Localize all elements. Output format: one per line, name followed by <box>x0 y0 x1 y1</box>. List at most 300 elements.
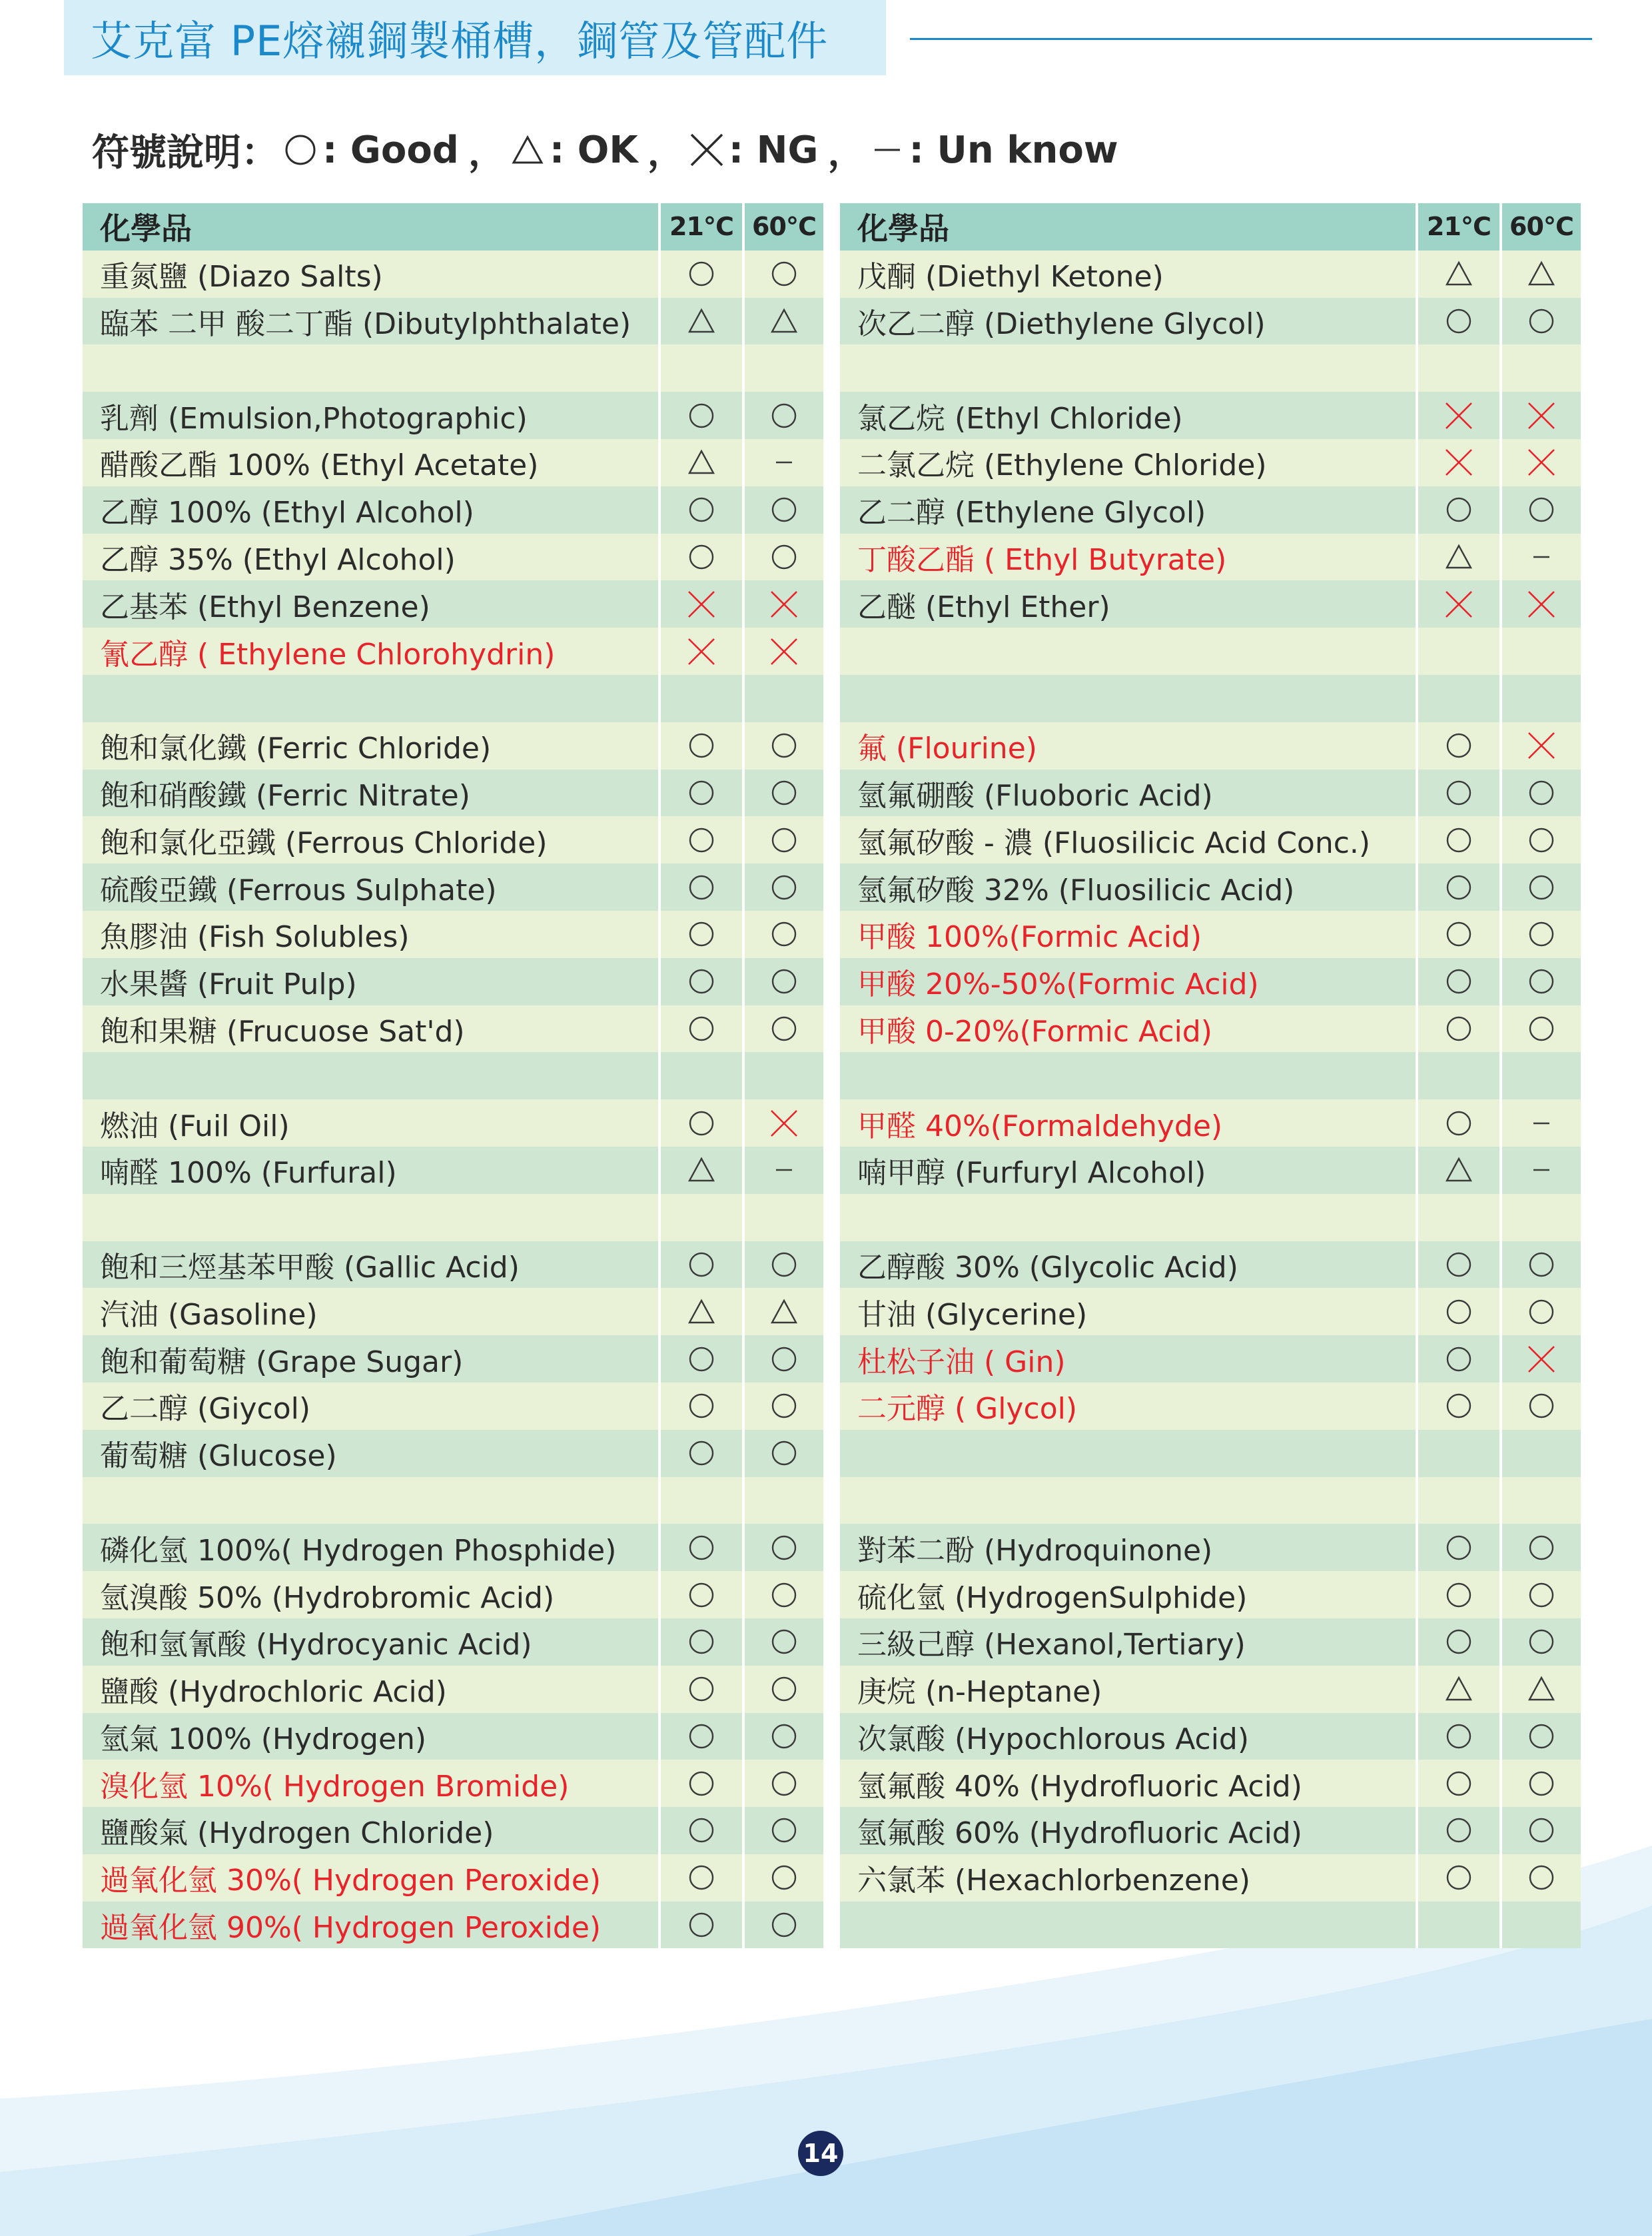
circle-icon <box>687 1109 716 1138</box>
circle-icon <box>769 1722 799 1751</box>
triangle-icon <box>687 1297 716 1327</box>
chemical-name: 甲酸 20%-50%(Formic Acid) <box>840 958 1416 1005</box>
circle-icon <box>1527 1863 1556 1892</box>
chemical-name <box>840 675 1416 722</box>
rating-t21 <box>1416 1571 1499 1618</box>
rating-t21 <box>658 1288 742 1335</box>
rating-t60 <box>1499 628 1581 675</box>
circle-icon <box>1527 1580 1556 1610</box>
rating-t21 <box>658 1618 742 1666</box>
page-title: 艾克富 PE熔襯鋼製桶槽，鋼管及管配件 <box>91 17 829 65</box>
chemical-name: 喃醛 100% (Furfural) <box>83 1147 658 1194</box>
triangle-icon <box>507 129 548 171</box>
rating-t21 <box>658 1383 742 1430</box>
chemical-name: 過氧化氫 30%( Hydrogen Peroxide) <box>83 1854 658 1902</box>
circle-icon <box>1444 1533 1473 1562</box>
rating-t21 <box>658 1147 742 1194</box>
column-header-chemical: 化學品 <box>83 203 658 251</box>
rating-t21 <box>658 580 742 628</box>
legend-separator: ， <box>827 131 865 175</box>
circle-icon <box>1444 1816 1473 1845</box>
circle-icon <box>1527 778 1556 808</box>
circle-icon <box>1444 1297 1473 1327</box>
column-header-60c: 60℃ <box>742 203 823 251</box>
rating-t21 <box>658 1099 742 1147</box>
legend-good-label: : Good <box>322 128 459 172</box>
circle-icon <box>687 967 716 996</box>
rating-t60 <box>742 1477 823 1524</box>
rating-t21 <box>1416 1477 1499 1524</box>
rating-t60 <box>1499 1807 1581 1854</box>
circle-icon <box>769 1816 799 1845</box>
chemical-name: 乙二醇 (Giycol) <box>83 1383 658 1430</box>
rating-t60 <box>742 534 823 581</box>
rating-t60 <box>1499 392 1581 439</box>
rating-t21 <box>1416 1147 1499 1194</box>
rating-t60 <box>1499 1571 1581 1618</box>
rating-t21 <box>1416 1288 1499 1335</box>
cross-icon <box>686 129 727 171</box>
column-header-21c: 21℃ <box>658 203 742 251</box>
chemical-name: 過氧化氫 90%( Hydrogen Peroxide) <box>83 1902 658 1949</box>
rating-t21 <box>1416 1430 1499 1477</box>
rating-t21 <box>658 298 742 345</box>
cross-icon <box>687 637 716 666</box>
rating-t60 <box>1499 675 1581 722</box>
triangle-icon <box>1527 1674 1556 1704</box>
chemical-name <box>840 1430 1416 1477</box>
rating-t21 <box>658 1430 742 1477</box>
circle-icon <box>1444 919 1473 949</box>
rating-t60 <box>1499 534 1581 581</box>
rating-t21 <box>658 958 742 1005</box>
triangle-icon <box>1444 1674 1473 1704</box>
page-number: 14 <box>798 2131 843 2176</box>
circle-icon <box>687 1627 716 1656</box>
triangle-icon <box>687 1155 716 1185</box>
rating-t60 <box>742 580 823 628</box>
rating-t60 <box>1499 1383 1581 1430</box>
rating-t60 <box>1499 1194 1581 1241</box>
rating-t21 <box>1416 1383 1499 1430</box>
dash-icon <box>1527 1109 1556 1138</box>
rating-t60 <box>742 486 823 534</box>
rating-t21 <box>658 1571 742 1618</box>
chemical-name: 汽油 (Gasoline) <box>83 1288 658 1335</box>
chemical-name: 氫氟酸 40% (Hydrofluoric Acid) <box>840 1760 1416 1807</box>
circle-icon <box>1527 1014 1556 1043</box>
rating-t60 <box>742 1902 823 1949</box>
chemical-name <box>840 1477 1416 1524</box>
triangle-icon <box>769 306 799 336</box>
rating-t60 <box>1499 1005 1581 1053</box>
triangle-icon <box>687 306 716 336</box>
rating-t21 <box>1416 722 1499 770</box>
circle-icon <box>687 1345 716 1374</box>
chemical-name: 甘油 (Glycerine) <box>840 1288 1416 1335</box>
circle-icon <box>687 919 716 949</box>
circle-icon <box>1527 826 1556 855</box>
rating-t21 <box>1416 1807 1499 1854</box>
chemical-name: 甲酸 0-20%(Formic Acid) <box>840 1005 1416 1053</box>
circle-icon <box>1444 731 1473 760</box>
rating-t21 <box>1416 1335 1499 1383</box>
rating-t60 <box>742 1052 823 1099</box>
rating-t21 <box>1416 251 1499 298</box>
rating-t60 <box>742 816 823 863</box>
circle-icon <box>1527 1816 1556 1845</box>
circle-icon <box>769 731 799 760</box>
circle-icon <box>687 1816 716 1845</box>
rating-t60 <box>1499 722 1581 770</box>
circle-icon <box>769 1533 799 1562</box>
rating-t60 <box>1499 580 1581 628</box>
rating-t21 <box>1416 580 1499 628</box>
rating-t60 <box>742 344 823 392</box>
rating-t60 <box>1499 816 1581 863</box>
chemical-name: 乙醇酸 30% (Glycolic Acid) <box>840 1241 1416 1289</box>
circle-icon <box>1527 495 1556 524</box>
triangle-icon <box>1444 1155 1473 1185</box>
dash-icon <box>769 448 799 477</box>
rating-t21 <box>1416 958 1499 1005</box>
circle-icon <box>1444 873 1473 902</box>
circle-icon <box>687 401 716 430</box>
chemical-name: 鹽酸 (Hydrochloric Acid) <box>83 1666 658 1713</box>
rating-t21 <box>658 1807 742 1854</box>
triangle-icon <box>769 1297 799 1327</box>
chemical-name: 對苯二酚 (Hydroquinone) <box>840 1524 1416 1571</box>
chemical-name: 乙醇 100% (Ethyl Alcohol) <box>83 486 658 534</box>
circle-icon <box>769 1863 799 1892</box>
circle-icon <box>769 967 799 996</box>
rating-t60 <box>1499 1288 1581 1335</box>
chemical-name: 硫化氫 (HydrogenSulphide) <box>840 1571 1416 1618</box>
chemical-name: 六氯苯 (Hexachlorbenzene) <box>840 1854 1416 1902</box>
chemical-name: 溴化氫 10%( Hydrogen Bromide) <box>83 1760 658 1807</box>
chemical-name <box>840 628 1416 675</box>
rating-t60 <box>742 1005 823 1053</box>
rating-t21 <box>1416 675 1499 722</box>
circle-icon <box>1527 1250 1556 1279</box>
chemical-name: 二元醇 ( Glycol) <box>840 1383 1416 1430</box>
rating-t60 <box>1499 958 1581 1005</box>
rating-t21 <box>658 863 742 911</box>
circle-icon <box>769 1627 799 1656</box>
chemical-name: 三級己醇 (Hexanol,Tertiary) <box>840 1618 1416 1666</box>
title-banner <box>64 0 886 75</box>
cross-icon <box>1527 448 1556 477</box>
dash-icon <box>1527 1155 1556 1185</box>
title-rule <box>910 38 1592 40</box>
rating-t21 <box>1416 1005 1499 1053</box>
rating-t60 <box>1499 1430 1581 1477</box>
rating-t21 <box>1416 344 1499 392</box>
rating-t21 <box>1416 298 1499 345</box>
chemical-name: 氟 (Flourine) <box>840 722 1416 770</box>
chemical-name: 磷化氫 100%( Hydrogen Phosphide) <box>83 1524 658 1571</box>
chemical-name: 飽和氯化亞鐵 (Ferrous Chloride) <box>83 816 658 863</box>
rating-t60 <box>1499 1713 1581 1760</box>
circle-icon <box>769 1580 799 1610</box>
chemical-name: 氫氣 100% (Hydrogen) <box>83 1713 658 1760</box>
rating-t60 <box>1499 486 1581 534</box>
rating-t21 <box>658 1524 742 1571</box>
rating-t21 <box>1416 816 1499 863</box>
rating-t21 <box>1416 486 1499 534</box>
circle-icon <box>687 1014 716 1043</box>
circle-icon <box>769 1250 799 1279</box>
rating-t60 <box>1499 1052 1581 1099</box>
circle-icon <box>1527 1722 1556 1751</box>
triangle-icon <box>1527 259 1556 288</box>
circle-icon <box>687 542 716 572</box>
rating-t21 <box>1416 1666 1499 1713</box>
circle-icon <box>1444 1580 1473 1610</box>
rating-t60 <box>742 1713 823 1760</box>
rating-t21 <box>1416 1713 1499 1760</box>
chemical-name: 醋酸乙酯 100% (Ethyl Acetate) <box>83 439 658 486</box>
triangle-icon <box>1444 259 1473 288</box>
cross-icon <box>1527 1345 1556 1374</box>
cross-icon <box>769 590 799 619</box>
chemical-name: 飽和硝酸鐵 (Ferric Nitrate) <box>83 770 658 817</box>
rating-t60 <box>742 298 823 345</box>
cross-icon <box>1527 590 1556 619</box>
rating-t60 <box>1499 1241 1581 1289</box>
chemical-name: 鹽酸氣 (Hydrogen Chloride) <box>83 1807 658 1854</box>
legend-prefix: 符號說明： <box>92 131 278 175</box>
chemical-name: 甲酸 100%(Formic Acid) <box>840 911 1416 958</box>
chemical-name: 飽和氯化鐵 (Ferric Chloride) <box>83 722 658 770</box>
cross-icon <box>769 637 799 666</box>
column-header-60c: 60℃ <box>1499 203 1581 251</box>
chemical-name: 戊酮 (Diethyl Ketone) <box>840 251 1416 298</box>
chemical-name <box>840 1194 1416 1241</box>
chemical-name <box>83 675 658 722</box>
circle-icon <box>687 873 716 902</box>
rating-t21 <box>658 486 742 534</box>
chemical-name: 臨苯 二甲 酸二丁酯 (Dibutylphthalate) <box>83 298 658 345</box>
rating-t21 <box>1416 439 1499 486</box>
rating-t60 <box>742 1571 823 1618</box>
rating-t60 <box>1499 1524 1581 1571</box>
cross-icon <box>1444 590 1473 619</box>
rating-t60 <box>742 958 823 1005</box>
cross-icon <box>687 590 716 619</box>
circle-icon <box>687 1863 716 1892</box>
rating-t21 <box>1416 1854 1499 1902</box>
cross-icon <box>769 1109 799 1138</box>
rating-t21 <box>658 251 742 298</box>
chemical-name: 杜松子油 ( Gin) <box>840 1335 1416 1383</box>
rating-t21 <box>1416 911 1499 958</box>
rating-t21 <box>658 675 742 722</box>
circle-icon <box>769 1769 799 1798</box>
rating-t21 <box>658 1005 742 1053</box>
rating-t21 <box>658 1194 742 1241</box>
chemical-name: 次氯酸 (Hypochlorous Acid) <box>840 1713 1416 1760</box>
circle-icon <box>769 259 799 288</box>
cross-icon <box>1527 401 1556 430</box>
chemical-name: 飽和果糖 (Frucuose Sat'd) <box>83 1005 658 1053</box>
circle-icon <box>1527 1627 1556 1656</box>
circle-icon <box>1527 967 1556 996</box>
rating-t21 <box>658 1477 742 1524</box>
chemical-name: 氰乙醇 ( Ethylene Chlorohydrin) <box>83 628 658 675</box>
chemical-name: 氫氟矽酸 - 濃 (Fluosilicic Acid Conc.) <box>840 816 1416 863</box>
rating-t21 <box>658 392 742 439</box>
chemical-name: 水果醬 (Fruit Pulp) <box>83 958 658 1005</box>
rating-t60 <box>1499 1760 1581 1807</box>
rating-t21 <box>658 911 742 958</box>
rating-t21 <box>1416 1902 1499 1949</box>
circle-icon <box>769 1345 799 1374</box>
circle-icon <box>769 1014 799 1043</box>
circle-icon <box>687 1391 716 1420</box>
circle-icon <box>1444 306 1473 336</box>
circle-icon <box>1444 1627 1473 1656</box>
chemical-name: 燃油 (Fuil Oil) <box>83 1099 658 1147</box>
chemical-name: 乙醚 (Ethyl Ether) <box>840 580 1416 628</box>
circle-icon <box>1527 306 1556 336</box>
rating-t21 <box>658 534 742 581</box>
chemical-name <box>83 1194 658 1241</box>
rating-t21 <box>658 722 742 770</box>
circle-icon <box>1444 1863 1473 1892</box>
rating-t21 <box>1416 1760 1499 1807</box>
circle-icon <box>769 919 799 949</box>
rating-t21 <box>1416 1524 1499 1571</box>
triangle-icon <box>687 448 716 477</box>
cross-icon <box>1527 731 1556 760</box>
circle-icon <box>687 1533 716 1562</box>
rating-t60 <box>742 675 823 722</box>
rating-t21 <box>658 1854 742 1902</box>
chemical-name: 飽和氫氰酸 (Hydrocyanic Acid) <box>83 1618 658 1666</box>
circle-icon <box>1444 1345 1473 1374</box>
chemical-name: 氫氟硼酸 (Fluoboric Acid) <box>840 770 1416 817</box>
rating-t21 <box>658 439 742 486</box>
legend-ok-label: : OK <box>549 128 638 172</box>
rating-t21 <box>1416 1241 1499 1289</box>
rating-t60 <box>1499 863 1581 911</box>
rating-t60 <box>1499 1477 1581 1524</box>
rating-t21 <box>1416 392 1499 439</box>
circle-icon <box>769 1438 799 1468</box>
rating-t21 <box>1416 1052 1499 1099</box>
legend-separator: ， <box>647 131 685 175</box>
rating-t60 <box>1499 344 1581 392</box>
rating-t60 <box>1499 298 1581 345</box>
chemical-name <box>840 1052 1416 1099</box>
rating-t60 <box>742 1383 823 1430</box>
circle-icon <box>687 1674 716 1704</box>
rating-t21 <box>658 628 742 675</box>
rating-t21 <box>1416 1194 1499 1241</box>
circle-icon <box>769 873 799 902</box>
circle-icon <box>769 1910 799 1940</box>
circle-icon <box>687 826 716 855</box>
circle-icon <box>1527 1769 1556 1798</box>
rating-t60 <box>742 911 823 958</box>
circle-icon <box>1444 495 1473 524</box>
chemical-name: 丁酸乙酯 ( Ethyl Butyrate) <box>840 534 1416 581</box>
chemical-name: 氯乙烷 (Ethyl Chloride) <box>840 392 1416 439</box>
chemical-resistance-table-right <box>840 203 1581 1948</box>
dash-icon <box>867 129 908 171</box>
circle-icon <box>769 826 799 855</box>
rating-t60 <box>1499 1335 1581 1383</box>
circle-icon <box>687 1580 716 1610</box>
chemical-name <box>83 1052 658 1099</box>
rating-t21 <box>658 1666 742 1713</box>
circle-icon <box>687 1438 716 1468</box>
rating-t21 <box>1416 770 1499 817</box>
chemical-name: 飽和三烴基苯甲酸 (Gallic Acid) <box>83 1241 658 1289</box>
rating-t60 <box>742 1099 823 1147</box>
rating-t21 <box>1416 1618 1499 1666</box>
circle-icon <box>1444 778 1473 808</box>
rating-t60 <box>742 251 823 298</box>
rating-t21 <box>1416 628 1499 675</box>
rating-t60 <box>742 1288 823 1335</box>
rating-t21 <box>658 1241 742 1289</box>
rating-t60 <box>742 1194 823 1241</box>
triangle-icon <box>1444 542 1473 572</box>
circle-icon <box>687 731 716 760</box>
column-header-21c: 21℃ <box>1416 203 1499 251</box>
circle-icon <box>1527 919 1556 949</box>
rating-t21 <box>658 816 742 863</box>
chemical-name <box>83 344 658 392</box>
circle-icon <box>1527 1533 1556 1562</box>
chemical-name: 喃甲醇 (Furfuryl Alcohol) <box>840 1147 1416 1194</box>
circle-icon <box>769 495 799 524</box>
circle-icon <box>769 542 799 572</box>
rating-t21 <box>658 1713 742 1760</box>
circle-icon <box>769 1391 799 1420</box>
rating-t60 <box>1499 770 1581 817</box>
legend-separator: ， <box>468 131 506 175</box>
circle-icon <box>1444 1722 1473 1751</box>
chemical-name: 乙二醇 (Ethylene Glycol) <box>840 486 1416 534</box>
circle-icon <box>769 401 799 430</box>
rating-t60 <box>742 1335 823 1383</box>
rating-t60 <box>742 1760 823 1807</box>
dash-icon <box>769 1155 799 1185</box>
rating-t60 <box>742 1666 823 1713</box>
cross-icon <box>1444 401 1473 430</box>
chemical-name: 甲醛 40%(Formaldehyde) <box>840 1099 1416 1147</box>
rating-t60 <box>742 1618 823 1666</box>
circle-icon <box>687 259 716 288</box>
column-header-chemical: 化學品 <box>840 203 1416 251</box>
rating-t60 <box>742 1807 823 1854</box>
rating-t21 <box>658 770 742 817</box>
chemical-name <box>840 344 1416 392</box>
rating-t21 <box>658 1335 742 1383</box>
chemical-name: 庚烷 (n-Heptane) <box>840 1666 1416 1713</box>
chemical-name <box>840 1902 1416 1949</box>
rating-t60 <box>742 1524 823 1571</box>
rating-t60 <box>742 863 823 911</box>
chemical-name: 飽和葡萄糖 (Grape Sugar) <box>83 1335 658 1383</box>
rating-t60 <box>1499 911 1581 958</box>
chemical-name: 氫溴酸 50% (Hydrobromic Acid) <box>83 1571 658 1618</box>
dash-icon <box>1527 542 1556 572</box>
rating-t60 <box>742 439 823 486</box>
